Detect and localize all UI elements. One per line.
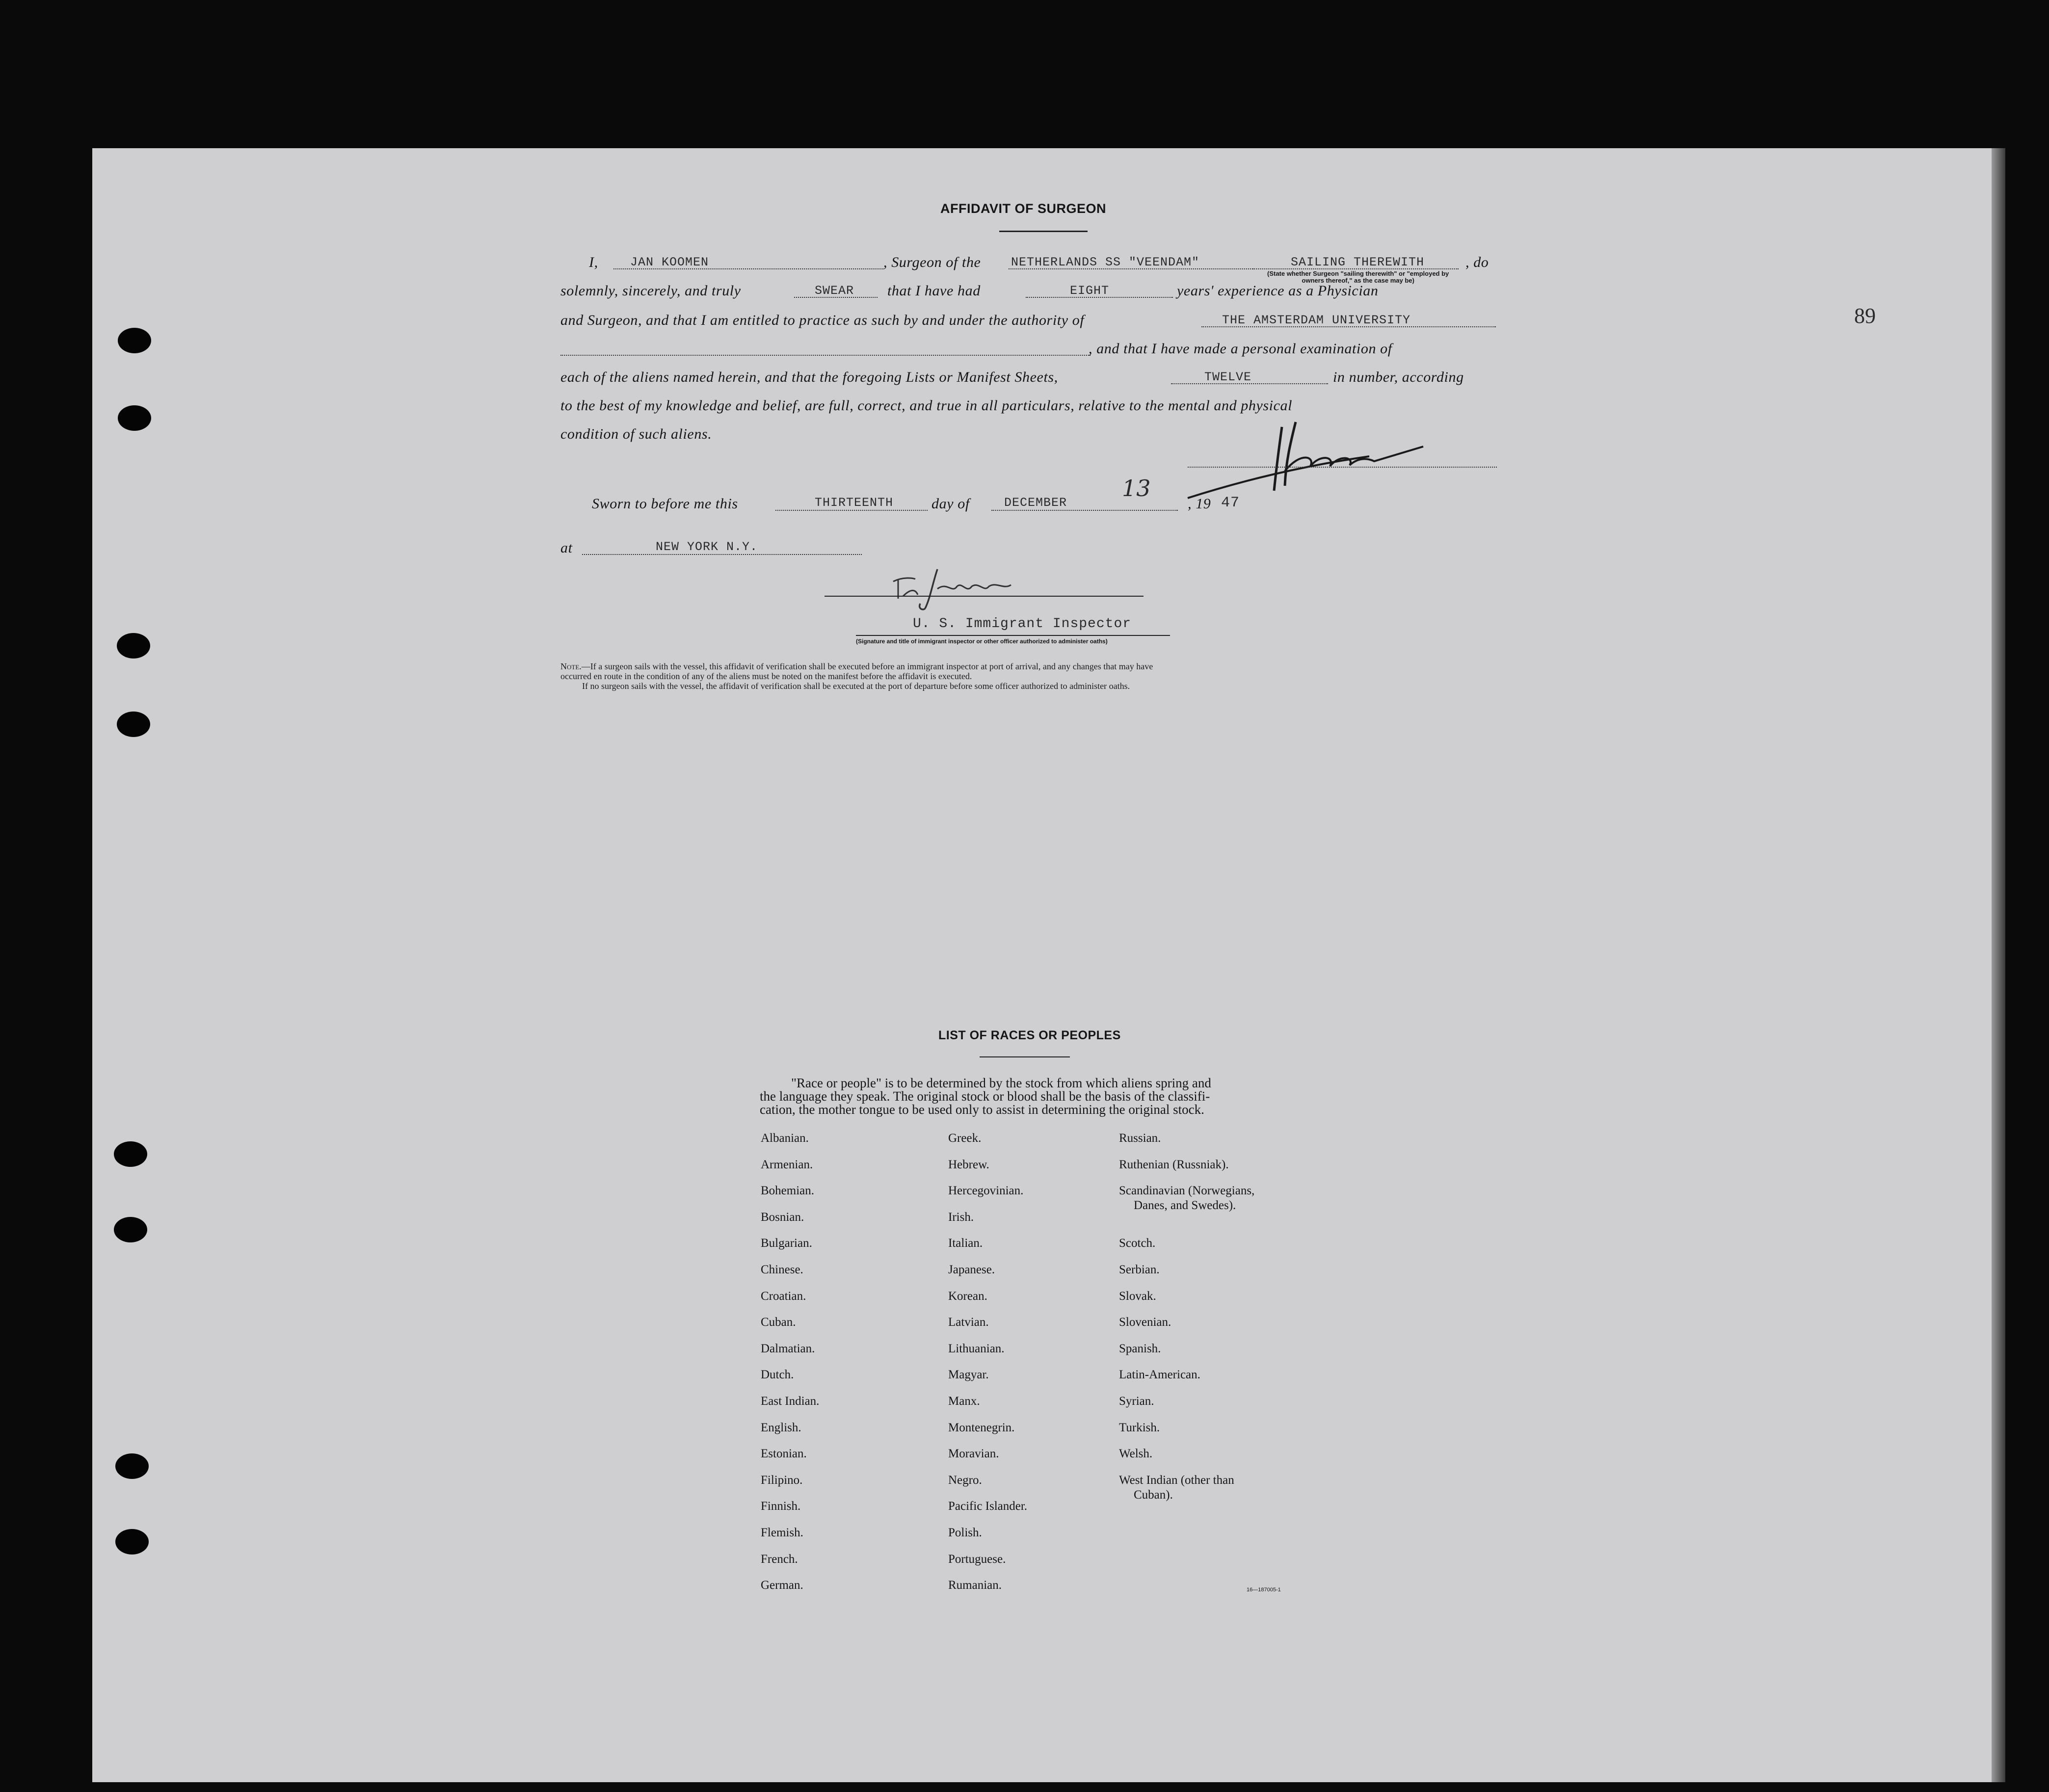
- at-label: at: [560, 540, 573, 556]
- inspector-caption: (Signature and title of immigrant inspector or other officer authorized to administer oaths): [856, 638, 1108, 645]
- affidavit-line-2-mid: that I have had: [887, 283, 981, 299]
- race-item: Cuban.: [761, 1316, 796, 1329]
- binder-hole: [114, 1141, 147, 1167]
- race-item: Polish.: [948, 1526, 982, 1539]
- race-item: Flemish.: [761, 1526, 803, 1539]
- race-item: Finnish.: [761, 1500, 801, 1513]
- surgeon-signature-line: [1188, 467, 1497, 468]
- binder-hole: [114, 1217, 147, 1242]
- race-item: Ruthenian (Russniak).: [1119, 1158, 1229, 1171]
- do-label: , do: [1465, 254, 1489, 270]
- authority: THE AMSTERDAM UNIVERSITY: [1222, 313, 1411, 327]
- sworn-day-of: day of: [931, 496, 970, 512]
- affidavit-line-5: each of the aliens named herein, and that the foregoing Lists or Manifest Sheets,: [560, 369, 1058, 385]
- race-item: Bosnian.: [761, 1211, 804, 1224]
- binder-hole: [115, 1453, 149, 1479]
- title-underline: [999, 231, 1088, 232]
- affidavit-line-2-start: solemnly, sincerely, and truly: [560, 283, 741, 299]
- sworn-year-prefix: , 19: [1188, 496, 1211, 512]
- vessel-name: NETHERLANDS SS "VEENDAM": [1011, 255, 1200, 269]
- note-line-1: Note.—If a surgeon sails with the vessel, this affidavit of verification shall be executed before an immigrant inspector at port of arrival, and any changes that may have: [560, 661, 1153, 671]
- race-item: Cuban).: [1134, 1488, 1173, 1502]
- affidavit-line-2-end: years' experience as a Physician: [1177, 283, 1379, 299]
- note-block: [560, 661, 1498, 691]
- sworn-year: 47: [1221, 495, 1240, 511]
- race-item: Magyar.: [948, 1368, 989, 1381]
- races-intro: "Race or people" is to be determined by the stock from which aliens spring and the language they speak. The original stock or blood shall be the basis of the classifi- cation, the mother tongue to be used only to assist in determining the original stock.: [760, 1076, 1211, 1117]
- race-item: Latvian.: [948, 1316, 989, 1329]
- race-item: Russian.: [1119, 1132, 1161, 1145]
- form-code: 16—187005-1: [1247, 1587, 1281, 1593]
- race-item: Armenian.: [761, 1158, 813, 1171]
- sailing-status: SAILING THEREWITH: [1291, 255, 1425, 269]
- race-item: Japanese.: [948, 1263, 995, 1276]
- binder-hole: [117, 633, 150, 659]
- race-item: East Indian.: [761, 1395, 820, 1408]
- race-item: Croatian.: [761, 1290, 806, 1303]
- affidavit-line-3: and Surgeon, and that I am entitled to practice as such by and under the authority of: [560, 312, 1085, 328]
- affidavit-line-6: to the best of my knowledge and belief, are full, correct, and true in all particulars, relative to the mental and physical: [560, 397, 1293, 414]
- state-note: (State whether Surgeon "sailing therewith" or "employed by owners thereof," as the case may be): [1267, 270, 1449, 284]
- surgeon-signature: [1153, 412, 1428, 501]
- years: EIGHT: [1070, 284, 1110, 298]
- sworn-month: DECEMBER: [1004, 496, 1067, 510]
- race-item: Hebrew.: [948, 1158, 989, 1171]
- affidavit-line-5-end: in number, according: [1333, 369, 1464, 385]
- sworn-label: Sworn to before me this: [592, 496, 738, 512]
- race-item: Danes, and Swedes).: [1134, 1199, 1236, 1212]
- sworn-day-field: [775, 510, 928, 511]
- race-item: Scotch.: [1119, 1237, 1156, 1250]
- binder-hole: [118, 328, 151, 353]
- race-item: Lithuanian.: [948, 1342, 1005, 1355]
- sheets-count: TWELVE: [1204, 370, 1252, 384]
- surgeon-of-label: , Surgeon of the: [883, 254, 981, 270]
- race-item: Bulgarian.: [761, 1237, 812, 1250]
- race-item: Manx.: [948, 1395, 980, 1408]
- race-item: Greek.: [948, 1132, 982, 1145]
- authority-field-cont: [560, 355, 1091, 356]
- race-item: Chinese.: [761, 1263, 803, 1276]
- race-item: Slovenian.: [1119, 1316, 1171, 1329]
- binder-hole: [117, 712, 150, 737]
- race-item: Syrian.: [1119, 1395, 1154, 1408]
- sworn-handwritten-day: 13: [1122, 475, 1151, 501]
- note-line-2: occurred en route in the condition of any of the aliens must be noted on the manifest before the affidavit is executed.: [560, 671, 972, 681]
- race-item: French.: [761, 1553, 798, 1566]
- race-item: Slovak.: [1119, 1290, 1156, 1303]
- race-item: Scandinavian (Norwegians,: [1119, 1184, 1255, 1197]
- races-title-underline: [980, 1056, 1070, 1057]
- race-item: Welsh.: [1119, 1447, 1153, 1460]
- race-item: Filipino.: [761, 1474, 803, 1487]
- race-item: English.: [761, 1421, 801, 1434]
- race-item: Negro.: [948, 1474, 982, 1487]
- note-line-3: If no surgeon sails with the vessel, the affidavit of verification shall be executed at the port of departure before some officer authorized to administer oaths.: [582, 681, 1130, 691]
- affidavit-line-1: [589, 254, 598, 271]
- binder-hole: [115, 1529, 149, 1555]
- label-i: I,: [589, 254, 598, 270]
- document-sheet: [92, 148, 1996, 1782]
- oath: SWEAR: [815, 284, 854, 298]
- race-item: Rumanian.: [948, 1579, 1002, 1592]
- race-item: Moravian.: [948, 1447, 999, 1460]
- surgeon-name: JAN KOOMEN: [630, 255, 709, 269]
- race-item: Montenegrin.: [948, 1421, 1015, 1434]
- race-item: Portuguese.: [948, 1553, 1006, 1566]
- race-item: Dutch.: [761, 1368, 794, 1381]
- races-title: LIST OF RACES OR PEOPLES: [938, 1028, 1121, 1042]
- race-item: Irish.: [948, 1211, 974, 1224]
- race-item: Dalmatian.: [761, 1342, 815, 1355]
- affidavit-line-4: , and that I have made a personal examination of: [1089, 341, 1392, 357]
- place: NEW YORK N.Y.: [656, 540, 758, 554]
- place-field: [582, 554, 862, 555]
- inspector-title: U. S. Immigrant Inspector: [913, 616, 1132, 632]
- race-item: Turkish.: [1119, 1421, 1160, 1434]
- race-item: Latin-American.: [1119, 1368, 1200, 1381]
- inspector-signature-line: [825, 596, 1144, 597]
- affidavit-line-7: condition of such aliens.: [560, 426, 712, 442]
- race-item: West Indian (other than: [1119, 1474, 1234, 1487]
- race-item: Albanian.: [761, 1132, 809, 1145]
- inspector-signature: [883, 559, 1031, 613]
- race-item: Italian.: [948, 1237, 983, 1250]
- sheet-edge: [1992, 148, 2005, 1782]
- race-item: Hercegovinian.: [948, 1184, 1024, 1197]
- sworn-day: THIRTEENTH: [815, 496, 894, 510]
- note-label: Note.: [560, 661, 582, 671]
- race-item: Korean.: [948, 1290, 987, 1303]
- race-item: Estonian.: [761, 1447, 807, 1460]
- race-item: Pacific Islander.: [948, 1500, 1028, 1513]
- sworn-month-field: [991, 510, 1178, 511]
- race-item: German.: [761, 1579, 803, 1592]
- page-number: 89: [1854, 304, 1876, 328]
- race-item: Spanish.: [1119, 1342, 1161, 1355]
- inspector-title-line: [856, 635, 1170, 636]
- binder-hole: [118, 405, 151, 431]
- race-item: Bohemian.: [761, 1184, 815, 1197]
- affidavit-title: AFFIDAVIT OF SURGEON: [940, 201, 1106, 216]
- race-item: Serbian.: [1119, 1263, 1160, 1276]
